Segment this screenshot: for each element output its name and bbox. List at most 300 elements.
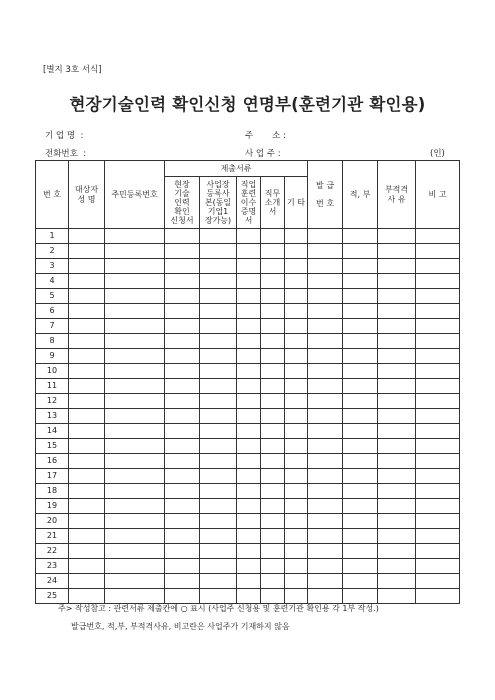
row-number: 13 xyxy=(36,409,69,424)
table-cell[interactable] xyxy=(261,589,285,604)
table-cell[interactable] xyxy=(343,319,378,334)
table-cell[interactable] xyxy=(416,439,460,454)
table-cell[interactable] xyxy=(343,289,378,304)
table-cell[interactable] xyxy=(416,499,460,514)
table-cell[interactable] xyxy=(261,439,285,454)
table-cell[interactable] xyxy=(416,379,460,394)
table-cell[interactable] xyxy=(105,259,165,274)
table-cell[interactable] xyxy=(165,304,200,319)
row-number: 10 xyxy=(36,364,69,379)
col-header-doc-job-intro: 직무 소개서 xyxy=(261,177,285,229)
table-cell[interactable] xyxy=(416,229,460,244)
table-cell[interactable] xyxy=(237,259,261,274)
table-cell[interactable] xyxy=(416,589,460,604)
table-cell[interactable] xyxy=(165,319,200,334)
table-cell[interactable] xyxy=(378,439,416,454)
table-cell[interactable] xyxy=(261,529,285,544)
table-cell[interactable] xyxy=(165,394,200,409)
table-cell[interactable] xyxy=(105,409,165,424)
table-cell[interactable] xyxy=(237,544,261,559)
table-cell[interactable] xyxy=(416,349,460,364)
table-cell[interactable] xyxy=(200,469,237,484)
table-row xyxy=(36,559,460,574)
table-cell[interactable] xyxy=(261,424,285,439)
table-cell[interactable] xyxy=(200,424,237,439)
table-cell[interactable] xyxy=(378,559,416,574)
table-cell[interactable] xyxy=(237,274,261,289)
table-cell[interactable] xyxy=(105,469,165,484)
table-cell[interactable] xyxy=(308,529,343,544)
table-cell[interactable] xyxy=(261,364,285,379)
table-cell[interactable] xyxy=(69,304,105,319)
table-row xyxy=(36,364,460,379)
table-cell[interactable] xyxy=(165,529,200,544)
table-cell[interactable] xyxy=(285,394,308,409)
table-cell[interactable] xyxy=(200,574,237,589)
table-cell[interactable] xyxy=(165,229,200,244)
table-cell[interactable] xyxy=(200,484,237,499)
table-cell[interactable] xyxy=(237,244,261,259)
table-cell[interactable] xyxy=(237,394,261,409)
table-cell[interactable] xyxy=(343,514,378,529)
table-cell[interactable] xyxy=(378,289,416,304)
table-row xyxy=(36,424,460,439)
table-cell[interactable] xyxy=(378,529,416,544)
table-cell[interactable] xyxy=(69,379,105,394)
table-cell[interactable] xyxy=(237,379,261,394)
table-cell[interactable] xyxy=(105,394,165,409)
table-cell[interactable] xyxy=(200,544,237,559)
table-cell[interactable] xyxy=(343,364,378,379)
table-cell[interactable] xyxy=(308,574,343,589)
table-cell[interactable] xyxy=(165,574,200,589)
table-cell[interactable] xyxy=(200,274,237,289)
table-cell[interactable] xyxy=(237,469,261,484)
table-cell[interactable] xyxy=(165,454,200,469)
table-cell[interactable] xyxy=(165,514,200,529)
table-cell[interactable] xyxy=(285,424,308,439)
table-cell[interactable] xyxy=(378,379,416,394)
table-cell[interactable] xyxy=(343,559,378,574)
table-cell[interactable] xyxy=(261,544,285,559)
table-cell[interactable] xyxy=(165,589,200,604)
table-cell[interactable] xyxy=(416,529,460,544)
table-cell[interactable] xyxy=(165,274,200,289)
table-cell[interactable] xyxy=(200,379,237,394)
table-cell[interactable] xyxy=(285,274,308,289)
table-cell[interactable] xyxy=(105,514,165,529)
table-cell[interactable] xyxy=(308,484,343,499)
row-number: 5 xyxy=(36,289,69,304)
table-cell[interactable] xyxy=(69,424,105,439)
table-cell[interactable] xyxy=(416,574,460,589)
table-cell[interactable] xyxy=(416,259,460,274)
table-cell[interactable] xyxy=(378,469,416,484)
table-cell[interactable] xyxy=(237,454,261,469)
table-cell[interactable] xyxy=(308,424,343,439)
table-cell[interactable] xyxy=(165,484,200,499)
table-cell[interactable] xyxy=(200,439,237,454)
table-cell[interactable] xyxy=(261,274,285,289)
table-cell[interactable] xyxy=(416,319,460,334)
table-cell[interactable] xyxy=(237,424,261,439)
row-number: 18 xyxy=(36,484,69,499)
table-cell[interactable] xyxy=(165,469,200,484)
table-cell[interactable] xyxy=(165,289,200,304)
table-cell[interactable] xyxy=(200,229,237,244)
table-cell[interactable] xyxy=(200,289,237,304)
col-header-no: 번 호 xyxy=(36,161,69,229)
table-cell[interactable] xyxy=(416,469,460,484)
table-cell[interactable] xyxy=(69,409,105,424)
table-cell[interactable] xyxy=(105,364,165,379)
table-cell[interactable] xyxy=(200,364,237,379)
table-cell[interactable] xyxy=(261,514,285,529)
table-cell[interactable] xyxy=(200,529,237,544)
table-cell[interactable] xyxy=(378,544,416,559)
table-cell[interactable] xyxy=(165,439,200,454)
table-cell[interactable] xyxy=(416,244,460,259)
table-cell[interactable] xyxy=(285,529,308,544)
table-cell[interactable] xyxy=(105,289,165,304)
table-cell[interactable] xyxy=(378,244,416,259)
table-cell[interactable] xyxy=(308,274,343,289)
table-cell[interactable] xyxy=(343,439,378,454)
table-cell[interactable] xyxy=(105,499,165,514)
table-cell[interactable] xyxy=(69,514,105,529)
table-cell[interactable] xyxy=(308,349,343,364)
table-cell[interactable] xyxy=(308,364,343,379)
table-cell[interactable] xyxy=(285,514,308,529)
table-cell[interactable] xyxy=(343,394,378,409)
table-cell[interactable] xyxy=(378,484,416,499)
table-cell[interactable] xyxy=(69,244,105,259)
table-cell[interactable] xyxy=(378,319,416,334)
table-cell[interactable] xyxy=(261,334,285,349)
table-cell[interactable] xyxy=(261,484,285,499)
table-cell[interactable] xyxy=(285,259,308,274)
table-cell[interactable] xyxy=(285,484,308,499)
table-cell[interactable] xyxy=(105,274,165,289)
table-cell[interactable] xyxy=(308,499,343,514)
table-cell[interactable] xyxy=(308,289,343,304)
table-cell[interactable] xyxy=(343,334,378,349)
table-cell[interactable] xyxy=(261,259,285,274)
table-cell[interactable] xyxy=(378,229,416,244)
table-cell[interactable] xyxy=(237,349,261,364)
table-cell[interactable] xyxy=(69,589,105,604)
table-cell[interactable] xyxy=(237,409,261,424)
table-cell[interactable] xyxy=(105,229,165,244)
table-cell[interactable] xyxy=(416,514,460,529)
table-cell[interactable] xyxy=(69,484,105,499)
table-cell[interactable] xyxy=(378,364,416,379)
table-cell[interactable] xyxy=(285,229,308,244)
table-cell[interactable] xyxy=(237,229,261,244)
table-cell[interactable] xyxy=(200,259,237,274)
table-cell[interactable] xyxy=(261,409,285,424)
table-cell[interactable] xyxy=(105,439,165,454)
table-cell[interactable] xyxy=(308,259,343,274)
table-cell[interactable] xyxy=(105,379,165,394)
table-cell[interactable] xyxy=(105,319,165,334)
table-cell[interactable] xyxy=(343,229,378,244)
table-cell[interactable] xyxy=(343,349,378,364)
table-row xyxy=(36,319,460,334)
table-cell[interactable] xyxy=(165,349,200,364)
table-cell[interactable] xyxy=(165,559,200,574)
table-cell[interactable] xyxy=(343,274,378,289)
table-cell[interactable] xyxy=(285,409,308,424)
col-header-unfit-reason: 부적격 사 유 xyxy=(378,161,416,229)
table-cell[interactable] xyxy=(378,259,416,274)
table-cell[interactable] xyxy=(416,484,460,499)
table-cell[interactable] xyxy=(343,379,378,394)
table-cell[interactable] xyxy=(105,454,165,469)
table-cell[interactable] xyxy=(416,304,460,319)
table-cell[interactable] xyxy=(308,439,343,454)
table-cell[interactable] xyxy=(69,289,105,304)
table-cell[interactable] xyxy=(165,409,200,424)
table-cell[interactable] xyxy=(237,484,261,499)
col-header-remarks: 비 고 xyxy=(416,161,460,229)
table-cell[interactable] xyxy=(165,364,200,379)
table-cell[interactable] xyxy=(261,319,285,334)
table-cell[interactable] xyxy=(378,514,416,529)
table-cell[interactable] xyxy=(105,574,165,589)
table-cell[interactable] xyxy=(261,559,285,574)
table-cell[interactable] xyxy=(378,349,416,364)
table-cell[interactable] xyxy=(285,559,308,574)
table-cell[interactable] xyxy=(308,469,343,484)
table-cell[interactable] xyxy=(69,364,105,379)
table-cell[interactable] xyxy=(200,244,237,259)
owner-label: 사 업 주 : xyxy=(245,149,281,159)
table-cell[interactable] xyxy=(200,499,237,514)
table-cell[interactable] xyxy=(200,559,237,574)
table-cell[interactable] xyxy=(416,364,460,379)
table-row xyxy=(36,469,460,484)
table-cell[interactable] xyxy=(69,469,105,484)
table-cell[interactable] xyxy=(200,589,237,604)
table-cell[interactable] xyxy=(69,274,105,289)
table-cell[interactable] xyxy=(416,424,460,439)
table-cell[interactable] xyxy=(69,544,105,559)
table-cell[interactable] xyxy=(343,469,378,484)
table-cell[interactable] xyxy=(308,304,343,319)
table-row xyxy=(36,349,460,364)
table-cell[interactable] xyxy=(237,589,261,604)
table-cell[interactable] xyxy=(237,514,261,529)
table-cell[interactable] xyxy=(378,589,416,604)
row-number: 16 xyxy=(36,454,69,469)
table-cell[interactable] xyxy=(378,304,416,319)
table-cell[interactable] xyxy=(378,334,416,349)
row-number: 3 xyxy=(36,259,69,274)
table-cell[interactable] xyxy=(261,469,285,484)
table-cell[interactable] xyxy=(69,334,105,349)
table-cell[interactable] xyxy=(69,349,105,364)
table-cell[interactable] xyxy=(69,394,105,409)
table-cell[interactable] xyxy=(308,319,343,334)
table-cell[interactable] xyxy=(165,544,200,559)
table-cell[interactable] xyxy=(343,499,378,514)
table-row xyxy=(36,289,460,304)
table-cell[interactable] xyxy=(285,334,308,349)
table-cell[interactable] xyxy=(165,244,200,259)
table-cell[interactable] xyxy=(261,499,285,514)
table-cell[interactable] xyxy=(343,304,378,319)
table-cell[interactable] xyxy=(69,499,105,514)
table-cell[interactable] xyxy=(343,424,378,439)
table-cell[interactable] xyxy=(378,409,416,424)
table-cell[interactable] xyxy=(343,259,378,274)
table-cell[interactable] xyxy=(69,229,105,244)
table-cell[interactable] xyxy=(200,349,237,364)
table-cell[interactable] xyxy=(165,379,200,394)
table-cell[interactable] xyxy=(308,334,343,349)
table-cell[interactable] xyxy=(308,454,343,469)
table-cell[interactable] xyxy=(237,319,261,334)
table-cell[interactable] xyxy=(237,304,261,319)
table-cell[interactable] xyxy=(261,244,285,259)
table-cell[interactable] xyxy=(261,349,285,364)
table-cell[interactable] xyxy=(308,394,343,409)
table-cell[interactable] xyxy=(416,289,460,304)
table-cell[interactable] xyxy=(69,439,105,454)
table-cell[interactable] xyxy=(69,559,105,574)
table-cell[interactable] xyxy=(165,259,200,274)
table-cell[interactable] xyxy=(237,499,261,514)
table-cell[interactable] xyxy=(200,334,237,349)
table-cell[interactable] xyxy=(343,589,378,604)
table-cell[interactable] xyxy=(237,364,261,379)
table-cell[interactable] xyxy=(69,319,105,334)
table-cell[interactable] xyxy=(261,379,285,394)
table-cell[interactable] xyxy=(105,559,165,574)
table-cell[interactable] xyxy=(105,424,165,439)
note-line-2: 발급번호, 적,부, 부적격사유, 비고란은 사업주가 기재하지 않음 xyxy=(71,622,290,631)
table-cell[interactable] xyxy=(105,244,165,259)
table-cell[interactable] xyxy=(343,454,378,469)
table-cell[interactable] xyxy=(200,319,237,334)
table-cell[interactable] xyxy=(285,289,308,304)
table-cell[interactable] xyxy=(343,409,378,424)
table-cell[interactable] xyxy=(343,529,378,544)
table-cell[interactable] xyxy=(416,454,460,469)
table-cell[interactable] xyxy=(105,304,165,319)
table-cell[interactable] xyxy=(416,544,460,559)
table-cell[interactable] xyxy=(261,229,285,244)
table-row xyxy=(36,514,460,529)
table-cell[interactable] xyxy=(285,439,308,454)
table-cell[interactable] xyxy=(105,589,165,604)
table-cell[interactable] xyxy=(308,379,343,394)
table-cell[interactable] xyxy=(69,454,105,469)
table-cell[interactable] xyxy=(105,529,165,544)
table-cell[interactable] xyxy=(343,574,378,589)
table-cell[interactable] xyxy=(343,544,378,559)
table-cell[interactable] xyxy=(237,529,261,544)
table-cell[interactable] xyxy=(285,574,308,589)
table-cell[interactable] xyxy=(200,394,237,409)
table-cell[interactable] xyxy=(308,514,343,529)
table-cell[interactable] xyxy=(285,469,308,484)
table-cell[interactable] xyxy=(378,499,416,514)
table-cell[interactable] xyxy=(285,499,308,514)
table-cell[interactable] xyxy=(69,574,105,589)
table-cell[interactable] xyxy=(416,394,460,409)
table-cell[interactable] xyxy=(105,544,165,559)
table-cell[interactable] xyxy=(285,244,308,259)
table-cell[interactable] xyxy=(237,334,261,349)
table-cell[interactable] xyxy=(308,589,343,604)
table-cell[interactable] xyxy=(200,514,237,529)
table-cell[interactable] xyxy=(285,379,308,394)
table-cell[interactable] xyxy=(105,484,165,499)
table-cell[interactable] xyxy=(165,424,200,439)
table-cell[interactable] xyxy=(105,349,165,364)
table-cell[interactable] xyxy=(378,454,416,469)
table-cell[interactable] xyxy=(200,304,237,319)
table-cell[interactable] xyxy=(69,259,105,274)
table-cell[interactable] xyxy=(416,559,460,574)
table-cell[interactable] xyxy=(105,334,165,349)
table-cell[interactable] xyxy=(416,274,460,289)
table-cell[interactable] xyxy=(285,319,308,334)
table-cell[interactable] xyxy=(237,559,261,574)
table-cell[interactable] xyxy=(69,529,105,544)
table-cell[interactable] xyxy=(416,334,460,349)
table-cell[interactable] xyxy=(378,394,416,409)
table-cell[interactable] xyxy=(261,574,285,589)
table-cell[interactable] xyxy=(285,304,308,319)
table-cell[interactable] xyxy=(308,544,343,559)
table-cell[interactable] xyxy=(308,244,343,259)
table-cell[interactable] xyxy=(343,244,378,259)
table-row xyxy=(36,229,460,244)
table-cell[interactable] xyxy=(416,409,460,424)
table-cell[interactable] xyxy=(261,454,285,469)
table-row xyxy=(36,244,460,259)
table-cell[interactable] xyxy=(237,574,261,589)
table-cell[interactable] xyxy=(378,274,416,289)
table-cell[interactable] xyxy=(237,289,261,304)
table-cell[interactable] xyxy=(200,454,237,469)
table-cell[interactable] xyxy=(285,364,308,379)
table-cell[interactable] xyxy=(261,394,285,409)
table-cell[interactable] xyxy=(285,454,308,469)
table-cell[interactable] xyxy=(285,349,308,364)
table-cell[interactable] xyxy=(200,409,237,424)
table-cell[interactable] xyxy=(378,424,416,439)
table-row xyxy=(36,379,460,394)
table-cell[interactable] xyxy=(343,484,378,499)
table-cell[interactable] xyxy=(237,439,261,454)
table-cell[interactable] xyxy=(165,499,200,514)
table-cell[interactable] xyxy=(261,289,285,304)
table-cell[interactable] xyxy=(261,304,285,319)
table-cell[interactable] xyxy=(308,409,343,424)
table-cell[interactable] xyxy=(378,574,416,589)
table-cell[interactable] xyxy=(285,589,308,604)
table-cell[interactable] xyxy=(308,559,343,574)
table-cell[interactable] xyxy=(165,334,200,349)
table-row xyxy=(36,544,460,559)
row-number: 21 xyxy=(36,529,69,544)
table-cell[interactable] xyxy=(285,544,308,559)
table-cell[interactable] xyxy=(308,229,343,244)
